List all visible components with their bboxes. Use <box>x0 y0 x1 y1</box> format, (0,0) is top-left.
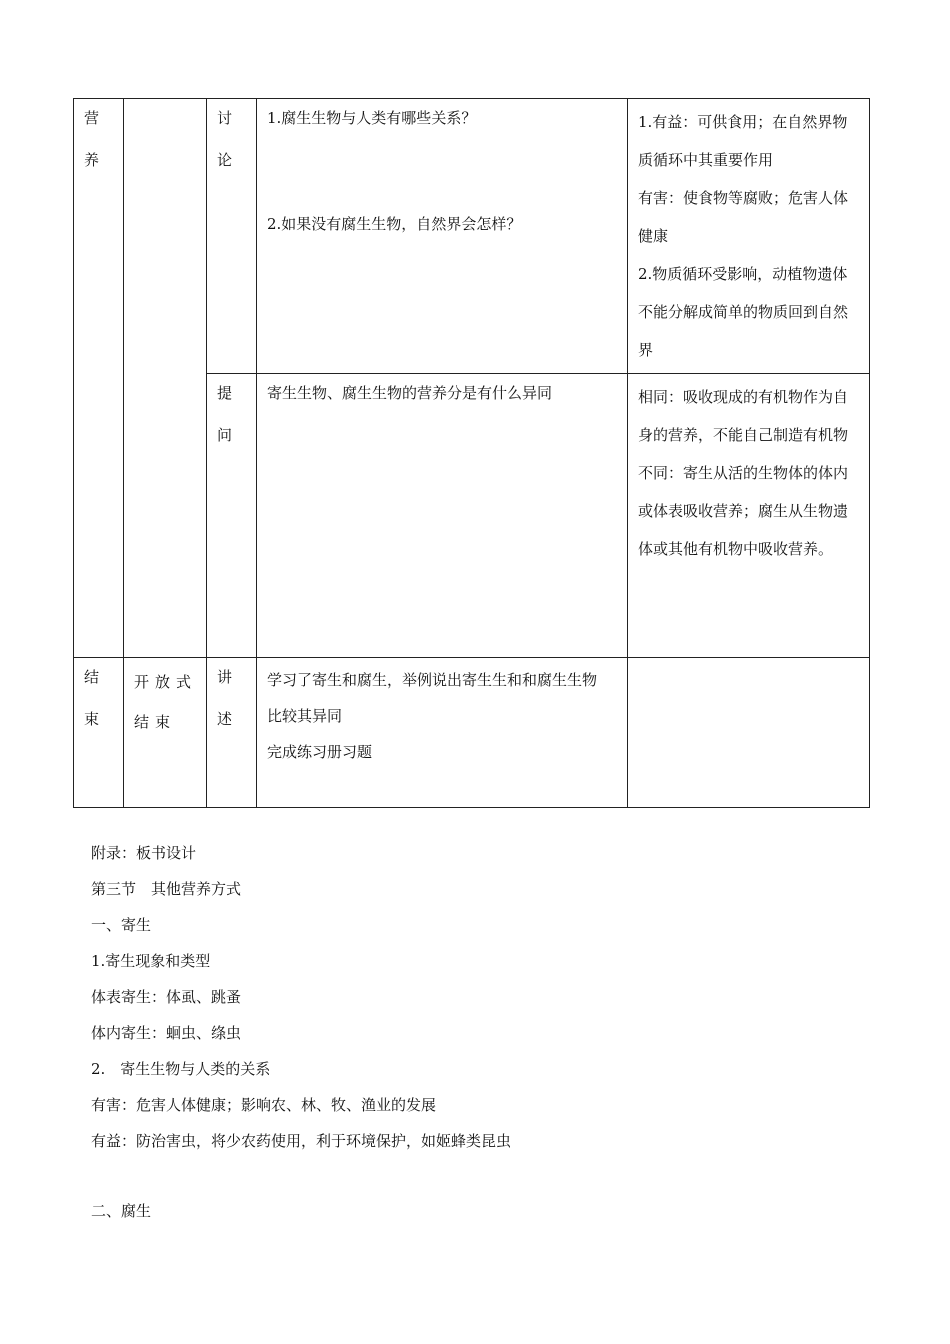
activity-char: 论 <box>217 151 233 169</box>
appendix-line: 2. 寄生生物与人类的关系 <box>91 1060 271 1078</box>
answer-2: 有害：使食物等腐败；危害人体健康 <box>638 189 849 245</box>
appendix-line: 1.寄生现象和类型 <box>91 952 211 970</box>
stage-char: 养 <box>84 151 100 169</box>
content-cell <box>257 99 628 374</box>
appendix-line: 一、寄生 <box>91 916 152 934</box>
question-1: 1.腐生生物与人类有哪些关系？ <box>267 109 477 127</box>
activity-char: 述 <box>217 710 233 728</box>
activity-cell <box>207 374 257 658</box>
content-cell <box>257 658 628 808</box>
stage-char: 营 <box>84 109 100 127</box>
content-line: 比较其异同 <box>267 707 343 725</box>
table-row <box>74 99 870 374</box>
activity-char: 问 <box>217 426 233 444</box>
question: 寄生生物、腐生生物的营养分是有什么异同 <box>267 384 553 402</box>
section-heading: 二、腐生 <box>91 1202 152 1220</box>
question-2: 2.如果没有腐生生物，自然界会怎样？ <box>267 215 522 233</box>
stage-char: 结 <box>84 668 100 686</box>
appendix-line: 有益：防治害虫，将少农药使用，利于环境保护，如姬蜂类昆虫 <box>91 1132 512 1150</box>
table-row <box>74 658 870 808</box>
answer-3: 2.物质循环受影响，动植物遗体不能分解成简单的物质回到自然界 <box>638 265 849 359</box>
content-line: 完成练习册习题 <box>267 743 373 761</box>
stage-cell <box>74 658 124 808</box>
activity-cell <box>207 99 257 374</box>
content-cell <box>257 374 628 658</box>
answer-cell <box>628 99 870 374</box>
answer-cell <box>628 374 870 658</box>
activity-char: 讨 <box>217 109 233 127</box>
stage-cell <box>74 99 124 658</box>
appendix-line: 有害：危害人体健康；影响农、林、牧、渔业的发展 <box>91 1096 437 1114</box>
method-label: 开放式结束 <box>134 673 198 731</box>
activity-char: 讲 <box>217 668 233 686</box>
answer-2: 不同：寄生从活的生物体的体内或体表吸收营养；腐生从生物遗体或其他有机物中吸收营养。 <box>638 464 849 558</box>
activity-cell <box>207 658 257 808</box>
answer-1: 1.有益：可供食用；在自然界物质循环中其重要作用 <box>638 113 848 169</box>
lesson-plan-table <box>73 98 870 808</box>
activity-char: 提 <box>217 384 233 402</box>
appendix-line: 附录：板书设计 <box>91 844 197 862</box>
method-cell <box>124 99 207 658</box>
answer-cell <box>628 658 870 808</box>
appendix-line: 体内寄生：蛔虫、绦虫 <box>91 1024 242 1042</box>
content-line: 学习了寄生和腐生，举例说出寄生生和和腐生生物 <box>267 671 598 689</box>
stage-char: 束 <box>84 710 100 728</box>
board-design <box>91 838 891 1232</box>
method-cell <box>124 658 207 808</box>
answer-1: 相同：吸收现成的有机物作为自身的营养，不能自己制造有机物 <box>638 388 849 444</box>
appendix-line: 体表寄生：体虱、跳蚤 <box>91 988 242 1006</box>
appendix-line: 第三节 其他营养方式 <box>91 880 242 898</box>
